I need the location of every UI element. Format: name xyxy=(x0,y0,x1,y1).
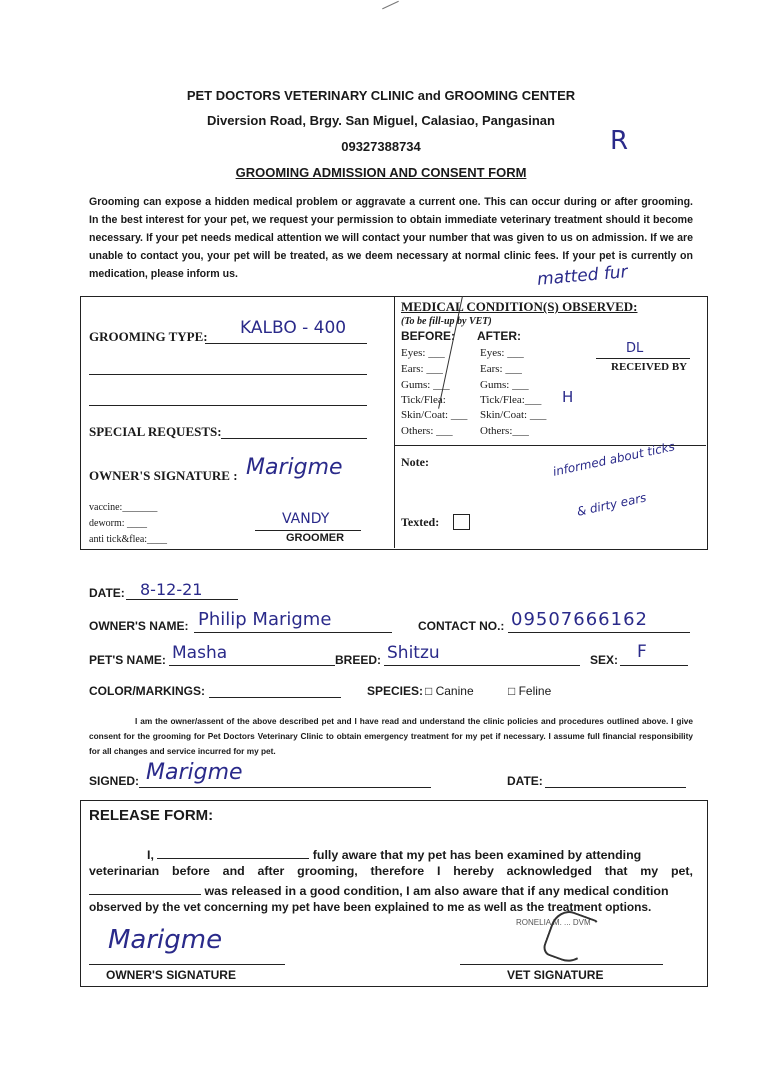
before-tick: Tick/Flea: xyxy=(401,394,446,406)
before-label: BEFORE: xyxy=(401,329,455,343)
release-pet-field[interactable] xyxy=(89,882,201,895)
box-divider xyxy=(394,296,395,548)
color-field[interactable] xyxy=(209,696,341,698)
grooming-type-value: KALBO - 400 xyxy=(240,318,347,338)
species-feline[interactable]: □ Feline xyxy=(508,684,552,698)
clinic-name: PET DOCTORS VETERINARY CLINIC and GROOMING CENTER xyxy=(186,88,576,103)
deworm-label: deworm: ____ xyxy=(89,518,148,529)
species-label: SPECIES: xyxy=(367,684,424,698)
signed-field[interactable] xyxy=(139,786,431,788)
after-eyes: Eyes: ___ xyxy=(480,347,524,359)
intro-paragraph: Grooming can expose a hidden medical problem or aggravate a current one. This can occur during or after grooming. In the best interest for your pet, we request your permission to obtain immediate veterinary treatment should it become necessary. If your pet needs medical attention we will contact your number that was given to us on admission. If we are unable to contact you, your pet will be treated, as we deem necessary at normal clinic fees. If your pet is currently on medication, please inform us. xyxy=(89,196,693,280)
special-requests-label: SPECIAL REQUESTS: xyxy=(89,424,222,439)
owner-name-label: OWNER'S NAME: xyxy=(89,619,189,633)
after-label: AFTER: xyxy=(477,329,521,343)
form-title: GROOMING ADMISSION AND CONSENT FORM xyxy=(235,165,527,180)
release-line-3: was released in a good condition, I am also aware that if any medical condition xyxy=(89,882,693,898)
medical-subtitle: (To be fill-up by VET) xyxy=(401,316,492,327)
after-ears: Ears: ___ xyxy=(480,363,522,375)
clinic-phone: 09327388734 xyxy=(341,139,421,154)
grooming-type-label: GROOMING TYPE: xyxy=(89,329,208,344)
vaccine-label: vaccine:_______ xyxy=(89,502,158,513)
consent-date-field[interactable] xyxy=(545,786,686,788)
received-by-label: RECEIVED BY xyxy=(611,361,688,373)
grooming-line-3[interactable] xyxy=(89,404,367,406)
vet-sig-label: VET SIGNATURE xyxy=(507,968,604,982)
release-owner-signature: Marigme xyxy=(108,925,223,955)
grooming-type-field[interactable] xyxy=(205,342,367,344)
contact-field[interactable] xyxy=(508,631,690,633)
before-gums: Gums: ___ xyxy=(401,379,450,391)
release-line-4: observed by the vet concerning my pet have been explained to me as well as the treatment options. xyxy=(89,900,652,914)
anti-tick-label: anti tick&flea:____ xyxy=(89,534,168,545)
note-value-1: informed about ticks xyxy=(551,439,676,479)
contact-value: 09507666162 xyxy=(511,609,648,630)
intro-annotation: matted fur xyxy=(536,262,629,290)
release-owner-sig-label: OWNER'S SIGNATURE xyxy=(106,968,236,982)
release-title: RELEASE FORM: xyxy=(89,807,214,824)
grooming-line-2[interactable] xyxy=(89,373,367,375)
release-owner-sig-line[interactable] xyxy=(89,963,285,965)
consent-text: I am the owner/assent of the above described pet and I have read and understand the clinic policies and procedures outlined above. I give consent for the grooming for Pet Doctors Veterinary Clinic to obtain emergency treatment for my pet if necessary. I assume full financial responsibility for all changes and service incurred for my pet. xyxy=(89,716,693,756)
breed-value: Shitzu xyxy=(387,643,440,663)
color-label: COLOR/MARKINGS: xyxy=(89,684,205,698)
medical-title: MEDICAL CONDITION(S) OBSERVED: xyxy=(401,299,638,314)
sex-field[interactable] xyxy=(620,664,688,666)
note-value-2: & dirty ears xyxy=(575,490,648,519)
clinic-address: Diversion Road, Brgy. San Miguel, Calasiao, Pangasinan xyxy=(207,113,555,128)
groomer-value: VANDY xyxy=(282,511,330,527)
date-value: 8-12-21 xyxy=(140,580,203,599)
vet-stamp: RONELIA M. ... DVM xyxy=(516,918,591,927)
owner-signature-label: OWNER'S SIGNATURE : xyxy=(89,468,238,483)
groomer-field[interactable] xyxy=(255,529,361,531)
sex-value: F xyxy=(637,642,647,662)
release-line-1: I, fully aware that my pet has been examined by attending xyxy=(147,848,642,862)
owner-name-field[interactable] xyxy=(194,631,392,633)
contact-label: CONTACT NO.: xyxy=(418,619,505,633)
top-scribble xyxy=(382,1,404,20)
after-tick: Tick/Flea:___ xyxy=(480,394,542,406)
groomer-label: GROOMER xyxy=(286,532,345,544)
pet-name-value: Masha xyxy=(172,643,228,663)
breed-field[interactable] xyxy=(384,664,580,666)
breed-label: BREED: xyxy=(335,653,382,667)
corner-mark: R xyxy=(610,126,629,156)
before-eyes: Eyes: ___ xyxy=(401,347,445,359)
after-gums: Gums: ___ xyxy=(480,379,529,391)
consent-date-label: DATE: xyxy=(507,774,543,788)
note-label: Note: xyxy=(401,455,429,469)
tick-flea-mark: H xyxy=(562,388,574,406)
pet-name-field[interactable] xyxy=(169,664,335,666)
special-requests-field[interactable] xyxy=(221,437,367,439)
sex-label: SEX: xyxy=(590,653,619,667)
signed-label: SIGNED: xyxy=(89,774,140,788)
texted-checkbox[interactable] xyxy=(453,514,470,530)
date-label: DATE: xyxy=(89,586,125,600)
species-feline-label: Feline xyxy=(518,684,552,698)
pet-name-label: PET'S NAME: xyxy=(89,653,166,667)
owner-signature-value: Marigme xyxy=(246,455,343,480)
signed-value: Marigme xyxy=(146,760,243,785)
species-canine[interactable]: □ Canine xyxy=(425,684,474,698)
after-skin: Skin/Coat: ___ xyxy=(480,409,547,421)
received-by-field[interactable] xyxy=(596,357,690,359)
owner-name-value: Philip Marigme xyxy=(198,609,332,630)
release-line-2: veterinarian before and after grooming, therefore I hereby acknowledged that my pet, xyxy=(89,864,693,878)
before-skin: Skin/Coat: ___ xyxy=(401,409,468,421)
after-others: Others:___ xyxy=(480,425,529,437)
received-by-value: DL xyxy=(626,341,644,356)
release-name-field[interactable] xyxy=(157,846,309,859)
species-canine-label: Canine xyxy=(435,684,474,698)
texted-label: Texted: xyxy=(401,515,440,529)
vet-sig-line[interactable] xyxy=(460,963,663,965)
before-ears: Ears: ___ xyxy=(401,363,443,375)
before-others: Others: ___ xyxy=(401,425,453,437)
